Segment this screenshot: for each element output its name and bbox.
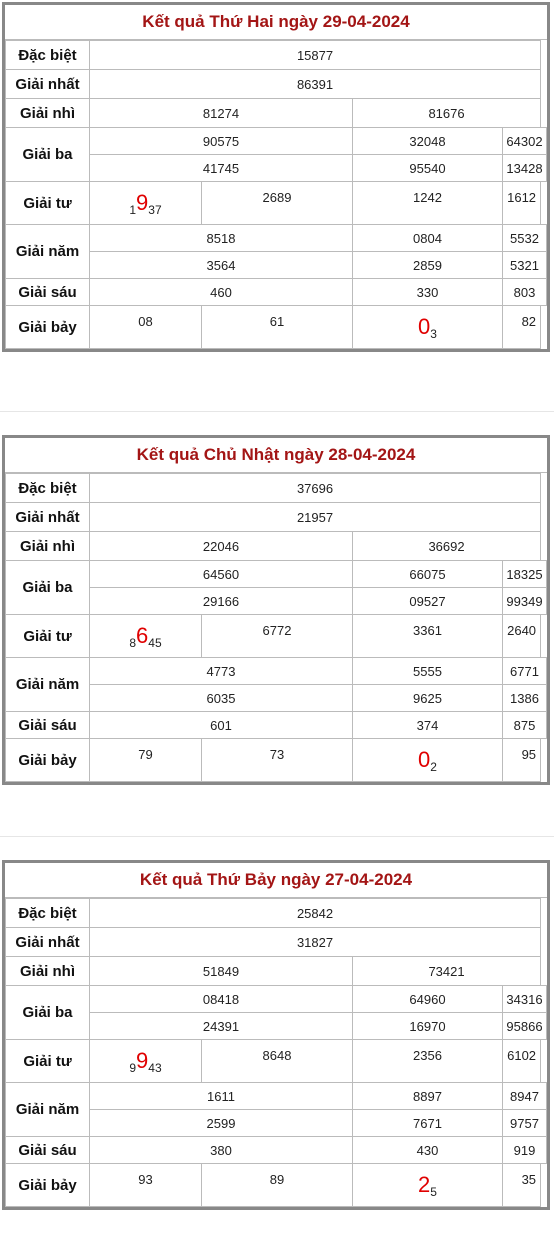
row-third (6, 986, 547, 1013)
row-fifth (6, 225, 547, 252)
digit-small: 8 (129, 636, 137, 650)
board-title: Kết quả Thứ Hai ngày 29-04-2024 (5, 5, 547, 40)
digit-highlight: 0 (418, 747, 431, 772)
prize-fifth-number: 0804 (353, 225, 503, 252)
row-second (6, 957, 547, 986)
prize-fifth-number: 9757 (503, 1110, 547, 1137)
results-table (5, 40, 547, 349)
prize-fourth-highlight (90, 1040, 202, 1083)
prize-fifth-number: 2599 (90, 1110, 353, 1137)
prize-third-number: 66075 (353, 561, 503, 588)
prize-first-number: 86391 (90, 70, 541, 99)
prize-third-number: 95540 (353, 155, 503, 182)
result-board-1 (2, 2, 550, 352)
digit-highlight: 2 (418, 1172, 431, 1197)
label-fifth: Giải năm (6, 225, 90, 279)
prize-sixth-number: 875 (503, 712, 547, 739)
prize-third-number: 41745 (90, 155, 353, 182)
prize-fifth-number: 5532 (503, 225, 547, 252)
prize-fourth-highlight (90, 615, 202, 658)
prize-third-number: 32048 (353, 128, 503, 155)
prize-seventh-number: 89 (202, 1164, 353, 1207)
board-title: Kết quả Thứ Bảy ngày 27-04-2024 (5, 863, 547, 898)
prize-seventh-number: 79 (90, 739, 202, 782)
label-second: Giải nhì (6, 957, 90, 986)
label-seventh: Giải bảy (6, 1164, 90, 1207)
prize-sixth-number: 919 (503, 1137, 547, 1164)
prize-seventh-highlight (353, 306, 503, 349)
prize-fourth-number: 6102 (503, 1040, 541, 1083)
row-sixth (6, 712, 547, 739)
prize-sixth-number: 330 (353, 279, 503, 306)
prize-fifth-number: 7671 (353, 1110, 503, 1137)
prize-second-number: 73421 (353, 957, 541, 986)
prize-fifth-number: 6771 (503, 658, 547, 685)
label-seventh: Giải bảy (6, 739, 90, 782)
prize-second-number: 36692 (353, 532, 541, 561)
row-special (6, 899, 547, 928)
prize-fourth-number: 6772 (202, 615, 353, 658)
label-first: Giải nhất (6, 928, 90, 957)
row-third (6, 561, 547, 588)
prize-second-number: 81676 (353, 99, 541, 128)
prize-sixth-number: 374 (353, 712, 503, 739)
prize-first-number: 21957 (90, 503, 541, 532)
prize-fourth-number: 2356 (353, 1040, 503, 1083)
digit-small: 45 (148, 636, 162, 650)
prize-third-number: 29166 (90, 588, 353, 615)
label-third: Giải ba (6, 128, 90, 182)
divider (0, 836, 554, 837)
prize-sixth-number: 460 (90, 279, 353, 306)
label-sixth: Giải sáu (6, 712, 90, 739)
prize-fifth-number: 8947 (503, 1083, 547, 1110)
label-fourth: Giải tư (6, 615, 90, 658)
prize-fourth-number: 1612 (503, 182, 541, 225)
prize-third-number: 34316 (503, 986, 547, 1013)
row-seventh (6, 739, 547, 782)
row-fifth (6, 658, 547, 685)
row-second (6, 532, 547, 561)
prize-fifth-number: 1386 (503, 685, 547, 712)
prize-fourth-number: 2689 (202, 182, 353, 225)
label-sixth: Giải sáu (6, 1137, 90, 1164)
prize-special-number: 15877 (90, 41, 541, 70)
board-title: Kết quả Chủ Nhật ngày 28-04-2024 (5, 438, 547, 473)
prize-seventh-number: 08 (90, 306, 202, 349)
prize-fourth-number: 2640 (503, 615, 541, 658)
row-seventh (6, 1164, 547, 1207)
row-sixth (6, 1137, 547, 1164)
label-second: Giải nhì (6, 532, 90, 561)
label-special: Đặc biệt (6, 41, 90, 70)
prize-first-number: 31827 (90, 928, 541, 957)
prize-seventh-number: 93 (90, 1164, 202, 1207)
prize-second-number: 81274 (90, 99, 353, 128)
prize-special-number: 25842 (90, 899, 541, 928)
row-fifth (6, 1083, 547, 1110)
prize-seventh-number: 82 (503, 306, 541, 349)
prize-seventh-number: 95 (503, 739, 541, 782)
row-first (6, 503, 547, 532)
label-fifth: Giải năm (6, 1083, 90, 1137)
prize-fifth-number: 3564 (90, 252, 353, 279)
row-fourth (6, 1040, 547, 1083)
prize-fifth-number: 5321 (503, 252, 547, 279)
prize-third-number: 18325 (503, 561, 547, 588)
prize-sixth-number: 380 (90, 1137, 353, 1164)
label-third: Giải ba (6, 561, 90, 615)
digit-small: 2 (430, 760, 437, 774)
row-second (6, 99, 547, 128)
results-table (5, 898, 547, 1207)
prize-seventh-highlight (353, 739, 503, 782)
row-special (6, 41, 547, 70)
prize-special-number: 37696 (90, 474, 541, 503)
digit-small: 1 (129, 203, 137, 217)
prize-seventh-number: 35 (503, 1164, 541, 1207)
prize-second-number: 22046 (90, 532, 353, 561)
prize-third-number: 99349 (503, 588, 547, 615)
row-first (6, 928, 547, 957)
prize-third-number: 08418 (90, 986, 353, 1013)
prize-fourth-number: 8648 (202, 1040, 353, 1083)
prize-sixth-number: 803 (503, 279, 547, 306)
prize-sixth-number: 430 (353, 1137, 503, 1164)
row-fourth (6, 615, 547, 658)
label-first: Giải nhất (6, 503, 90, 532)
digit-highlight: 9 (136, 190, 149, 215)
prize-third-number: 90575 (90, 128, 353, 155)
prize-third-number: 13428 (503, 155, 547, 182)
prize-seventh-number: 61 (202, 306, 353, 349)
row-seventh (6, 306, 547, 349)
label-first: Giải nhất (6, 70, 90, 99)
label-sixth: Giải sáu (6, 279, 90, 306)
prize-fifth-number: 8897 (353, 1083, 503, 1110)
prize-fourth-number: 3361 (353, 615, 503, 658)
result-board-3 (2, 860, 550, 1210)
digit-highlight: 6 (136, 623, 149, 648)
divider (0, 411, 554, 412)
digit-highlight: 0 (418, 314, 431, 339)
prize-seventh-number: 73 (202, 739, 353, 782)
prize-third-number: 64560 (90, 561, 353, 588)
label-fifth: Giải năm (6, 658, 90, 712)
prize-fifth-number: 1611 (90, 1083, 353, 1110)
digit-small: 9 (129, 1061, 137, 1075)
prize-third-number: 64302 (503, 128, 547, 155)
row-first (6, 70, 547, 99)
digit-small: 43 (148, 1061, 162, 1075)
row-fourth (6, 182, 547, 225)
prize-sixth-number: 601 (90, 712, 353, 739)
prize-fifth-number: 9625 (353, 685, 503, 712)
label-second: Giải nhì (6, 99, 90, 128)
row-special (6, 474, 547, 503)
prize-second-number: 51849 (90, 957, 353, 986)
label-seventh: Giải bảy (6, 306, 90, 349)
row-sixth (6, 279, 547, 306)
digit-small: 5 (430, 1185, 437, 1199)
results-table (5, 473, 547, 782)
digit-highlight: 9 (136, 1048, 149, 1073)
label-fourth: Giải tư (6, 182, 90, 225)
digit-small: 37 (148, 203, 162, 217)
prize-fifth-number: 6035 (90, 685, 353, 712)
label-third: Giải ba (6, 986, 90, 1040)
prize-fifth-number: 5555 (353, 658, 503, 685)
label-fourth: Giải tư (6, 1040, 90, 1083)
prize-third-number: 95866 (503, 1013, 547, 1040)
prize-third-number: 24391 (90, 1013, 353, 1040)
prize-fifth-number: 2859 (353, 252, 503, 279)
prize-fifth-number: 8518 (90, 225, 353, 252)
prize-third-number: 64960 (353, 986, 503, 1013)
result-board-2 (2, 435, 550, 785)
prize-third-number: 16970 (353, 1013, 503, 1040)
digit-small: 3 (430, 327, 437, 341)
label-special: Đặc biệt (6, 899, 90, 928)
prize-fifth-number: 4773 (90, 658, 353, 685)
prize-third-number: 09527 (353, 588, 503, 615)
prize-fourth-number: 1242 (353, 182, 503, 225)
label-special: Đặc biệt (6, 474, 90, 503)
row-third (6, 128, 547, 155)
prize-seventh-highlight (353, 1164, 503, 1207)
prize-fourth-highlight (90, 182, 202, 225)
